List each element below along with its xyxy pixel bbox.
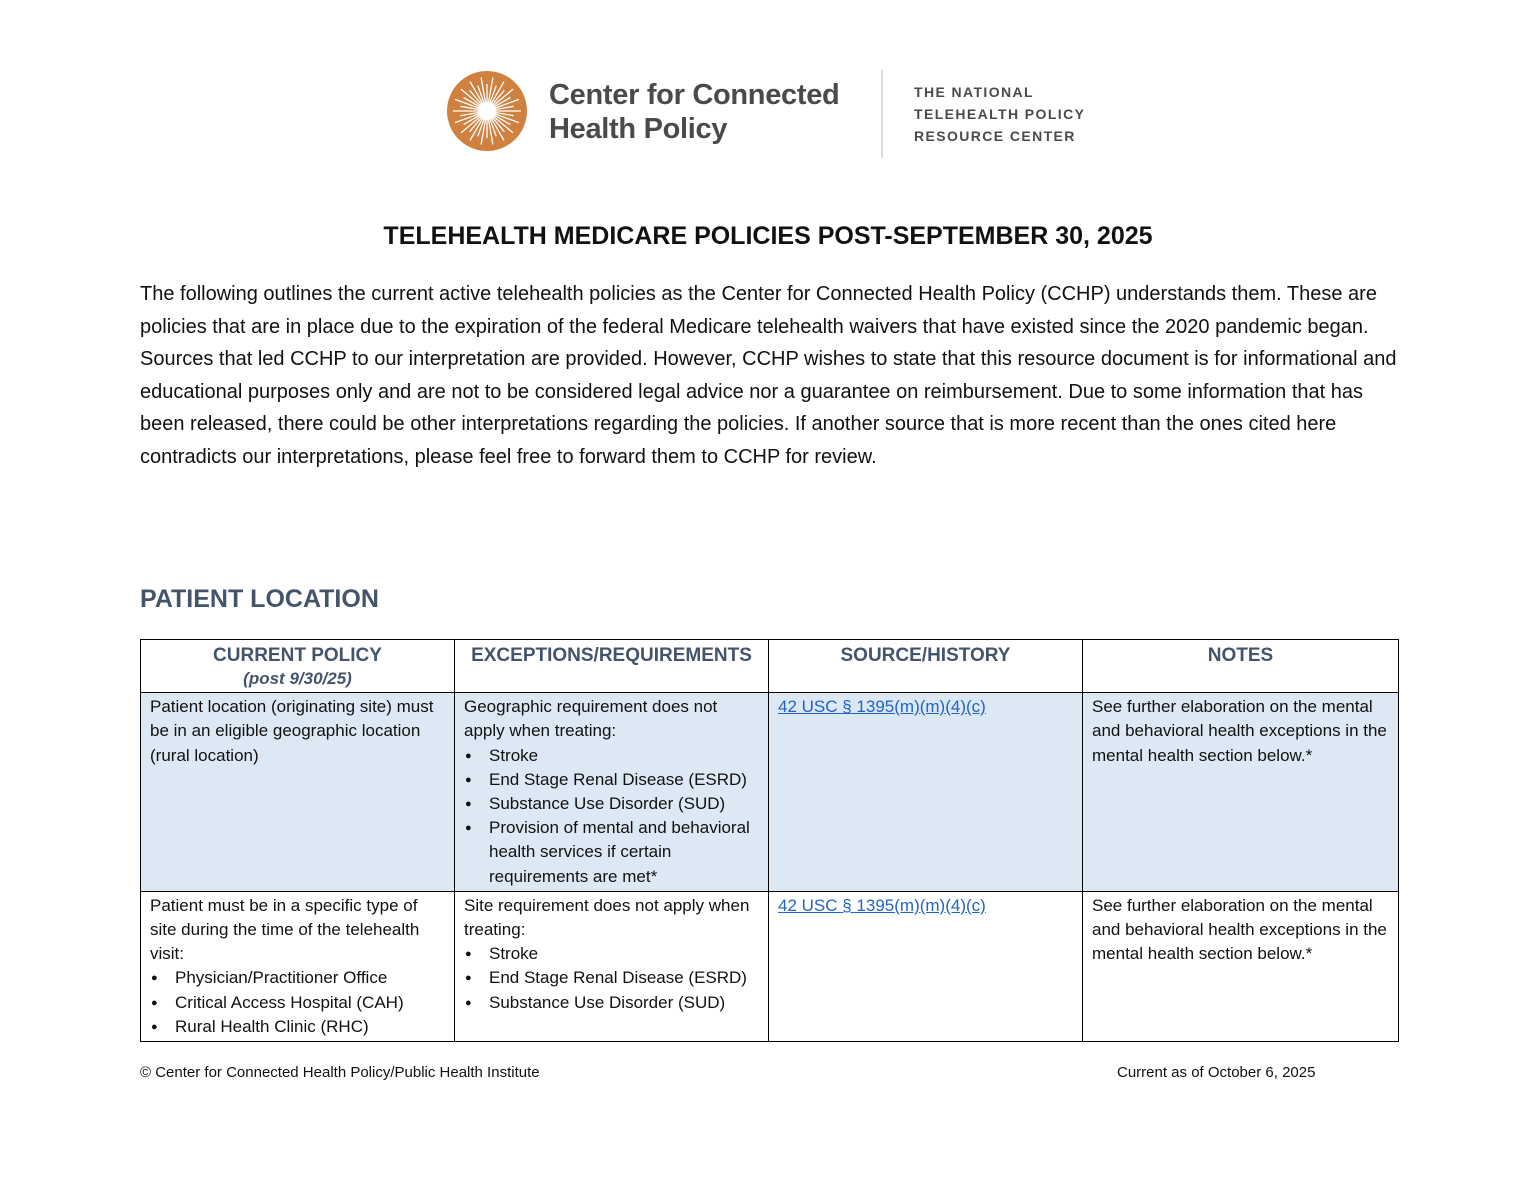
source-cell xyxy=(769,693,1083,892)
table-header-row xyxy=(141,640,1399,693)
table-row xyxy=(141,693,1399,892)
source-link[interactable]: 42 USC § 1395(m)(m)(4)(c) xyxy=(778,895,986,915)
footer-date: Current as of October 6, 2025 xyxy=(1117,1064,1316,1081)
footer-copyright: © Center for Connected Health Policy/Public Health Institute xyxy=(140,1064,540,1081)
policy-table xyxy=(140,639,1399,1042)
notes-cell xyxy=(1083,891,1399,1041)
list-item: ● End Stage Renal Disease (ESRD) xyxy=(489,768,759,792)
list-item: ● Substance Use Disorder (SUD) xyxy=(489,792,759,816)
exceptions-intro: Site requirement does not apply when treating: xyxy=(464,895,750,940)
list-item: ● Physician/Practitioner Office xyxy=(175,966,445,990)
col-header-current-policy-label: CURRENT POLICY xyxy=(213,645,382,666)
policy-cell xyxy=(141,693,455,892)
policy-site-list xyxy=(150,966,445,1039)
list-item: ● End Stage Renal Disease (ESRD) xyxy=(489,966,759,990)
source-cell xyxy=(769,891,1083,1041)
document-title: TELEHEALTH MEDICARE POLICIES POST-SEPTEMBER 30, 2025 xyxy=(383,222,1153,250)
intro-paragraph: The following outlines the current active telehealth policies as the Center for Connected Health Policy (CCHP) understands them. These are policies that are in place due to the expiration of the federal Medicare telehealth waivers that have existed since the 2020 pandemic began. Sources that led CCHP to our interpretation are provided. However, CCHP wishes to state that this resource document is for informational and educational purposes only and are not to be considered legal advice nor a guarantee on reimbursement. Due to some information that has been released, there could be other interpretations regarding the policies. If another source that is more recent than the ones cited here contradicts our interpretations, please feel free to forward them to CCHP for review. xyxy=(140,283,1397,468)
tagline-line1: THE NATIONAL xyxy=(914,84,1034,100)
tagline-line3: RESOURCE CENTER xyxy=(914,128,1076,144)
policy-text: Patient location (originating site) must be in an eligible geographic location (rural location) xyxy=(150,697,434,765)
table-row xyxy=(141,891,1399,1041)
list-item: ● Stroke xyxy=(489,744,759,768)
notes-text: See further elaboration on the mental and behavioral health exceptions in the mental health section below.* xyxy=(1092,895,1387,964)
col-header-current-policy xyxy=(141,640,455,693)
list-item: ● Substance Use Disorder (SUD) xyxy=(489,991,759,1015)
col-header-current-policy-sub: (post 9/30/25) xyxy=(243,669,352,689)
notes-text: See further elaboration on the mental and behavioral health exceptions in the mental health section below.* xyxy=(1092,697,1387,765)
policy-text: Patient must be in a specific type of site during the time of the telehealth visit: xyxy=(150,895,420,964)
org-name xyxy=(549,78,879,146)
exceptions-list xyxy=(464,942,759,1015)
col-header-exceptions: EXCEPTIONS/REQUIREMENTS xyxy=(455,640,769,693)
list-item: ● Stroke xyxy=(489,942,759,966)
tagline-line2: TELEHEALTH POLICY xyxy=(914,106,1086,122)
col-header-notes: NOTES xyxy=(1083,640,1399,693)
org-name-line2: Health Policy xyxy=(549,113,728,145)
list-item: ● Rural Health Clinic (RHC) xyxy=(175,1015,445,1039)
document-header xyxy=(446,70,1106,162)
exceptions-cell xyxy=(455,891,769,1041)
policy-cell xyxy=(141,891,455,1041)
org-name-line1: Center for Connected xyxy=(549,79,840,111)
section-heading: PATIENT LOCATION xyxy=(140,585,379,613)
exceptions-cell xyxy=(455,693,769,892)
source-link[interactable]: 42 USC § 1395(m)(m)(4)(c) xyxy=(778,697,986,717)
exceptions-list xyxy=(464,744,759,889)
col-header-source: SOURCE/HISTORY xyxy=(769,640,1083,693)
org-tagline xyxy=(914,81,1114,147)
list-item: ● Critical Access Hospital (CAH) xyxy=(175,991,445,1015)
list-item: ● Provision of mental and behavioral health services if certain requirements are met* xyxy=(489,816,759,889)
header-divider xyxy=(881,70,883,158)
sunburst-logo-icon xyxy=(446,70,528,152)
notes-cell xyxy=(1083,693,1399,892)
exceptions-intro: Geographic requirement does not apply when treating: xyxy=(464,697,718,741)
